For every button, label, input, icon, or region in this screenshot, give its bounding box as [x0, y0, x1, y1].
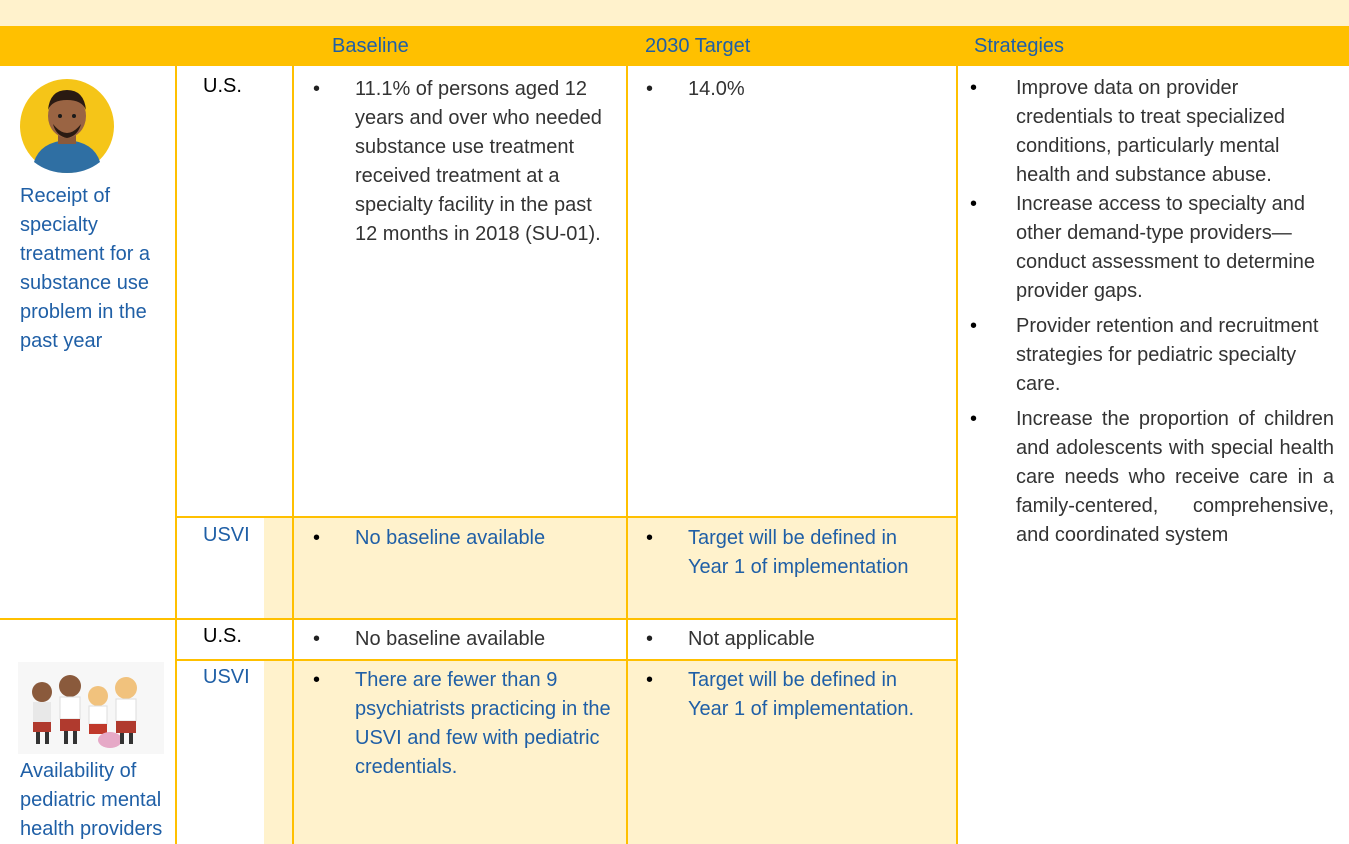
- bullet: •: [970, 193, 978, 215]
- header-baseline: Baseline: [332, 35, 409, 57]
- bullet: •: [970, 315, 978, 337]
- bullet: •: [313, 669, 321, 691]
- top-band: [0, 0, 1349, 26]
- region-usvi-1: USVI: [203, 524, 250, 546]
- bullet: •: [646, 669, 654, 691]
- strategy-item: • Increase access to specialty and other demand-type providers—conduct assessment to determine provider gaps.: [968, 190, 1334, 306]
- bullet: •: [313, 78, 321, 100]
- children-group-icon: [18, 662, 164, 754]
- region-us-1: U.S.: [203, 75, 242, 97]
- bullet: •: [646, 78, 654, 100]
- divider-v1: [175, 66, 177, 844]
- bullet: •: [970, 408, 978, 430]
- metric-title-1: Receipt of specialty treatment for a substance use problem in the past year: [20, 185, 151, 352]
- bullet: •: [646, 628, 654, 650]
- baseline-us-1: • 11.1% of persons aged 12 years and over who needed substance use treatment received treatment at a specialty facility in the past 12 months in 2018 (SU-01).: [313, 75, 618, 405]
- table-header: [0, 26, 1349, 66]
- divider-v2: [292, 66, 294, 844]
- strategy-item: • Provider retention and recruitment strategies for pediatric specialty care.: [968, 312, 1334, 399]
- metric-title-2: Availability of pediatric mental health providers: [20, 760, 163, 840]
- region-us-2: U.S.: [203, 625, 242, 647]
- header-target: 2030 Target: [645, 35, 751, 57]
- header-strategies: Strategies: [974, 35, 1065, 57]
- strategy-item: • Improve data on provider credentials to treat specialized conditions, particularly mental health and substance abuse.: [968, 74, 1334, 190]
- divider-h3: [176, 659, 958, 661]
- divider-v4: [956, 66, 958, 844]
- divider-v3: [626, 66, 628, 844]
- bullet: •: [313, 628, 321, 650]
- strategy-item: • Increase the proportion of children and adolescents with special health care needs who receive care in a family-centered, comprehensive, and coordinated system: [968, 405, 1334, 550]
- bullet: •: [646, 527, 654, 549]
- region-usvi-2: USVI: [203, 666, 250, 688]
- divider-h1: [176, 516, 958, 518]
- strategies-list: [968, 74, 1334, 550]
- man-avatar-icon: [20, 76, 114, 176]
- bullet: •: [970, 77, 978, 99]
- divider-h2: [0, 618, 958, 620]
- bullet: •: [313, 527, 321, 549]
